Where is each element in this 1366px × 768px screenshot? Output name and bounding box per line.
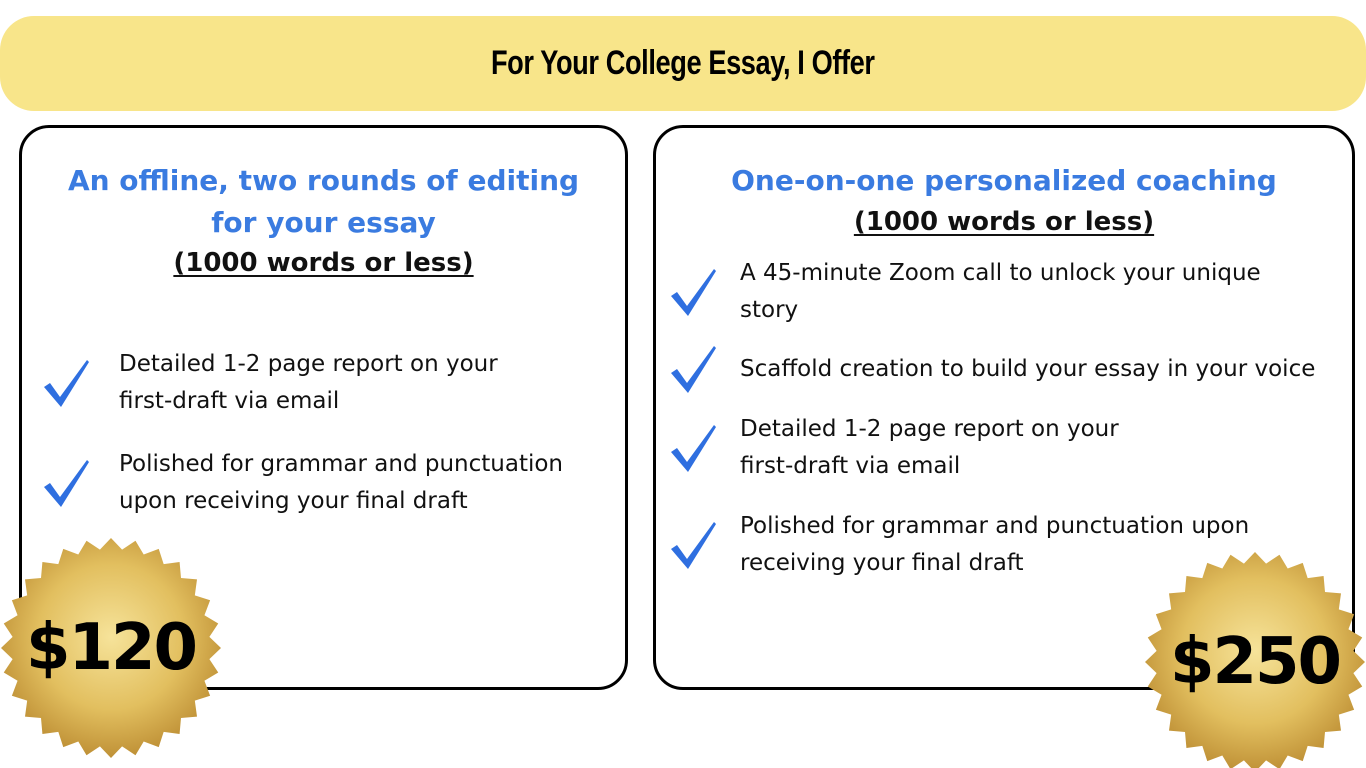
checkmark-icon <box>41 357 91 409</box>
page-title: For Your College Essay, I Offer <box>491 44 875 82</box>
price-label: $120 <box>25 611 197 685</box>
price-badge-coaching <box>1144 551 1366 768</box>
checkmark-icon <box>668 343 718 395</box>
feature-text: Scaffold creation to build your essay in your voice <box>740 355 1316 382</box>
offer-word-limit: (1000 words or less) <box>853 207 1155 237</box>
feature-item <box>41 346 601 420</box>
feature-item <box>41 446 601 520</box>
feature-text: Polished for grammar and punctuation upon receiving your final draft <box>119 451 564 514</box>
feature-text: Detailed 1-2 page report on your first-draft via email <box>119 351 498 414</box>
offer-word-limit: (1000 words or less) <box>173 248 474 278</box>
feature-item <box>668 343 1338 395</box>
price-badge-editing <box>0 537 222 759</box>
offer-title: One-on-one personalized coaching <box>731 164 1277 197</box>
offer-title: An offline, two rounds of editing for your essay <box>67 164 580 239</box>
feature-item <box>668 255 1338 329</box>
feature-item <box>668 411 1338 485</box>
feature-text: Polished for grammar and punctuation upon receiving your final draft <box>740 513 1250 576</box>
checkmark-icon <box>668 519 718 571</box>
checkmark-icon <box>41 457 91 509</box>
checkmark-icon <box>668 422 718 474</box>
header-banner <box>0 16 1366 111</box>
price-label: $250 <box>1169 625 1341 699</box>
feature-text: A 45-minute Zoom call to unlock your unique story <box>740 260 1261 323</box>
checkmark-icon <box>668 266 718 318</box>
feature-text: Detailed 1-2 page report on your first-draft via email <box>740 416 1119 479</box>
